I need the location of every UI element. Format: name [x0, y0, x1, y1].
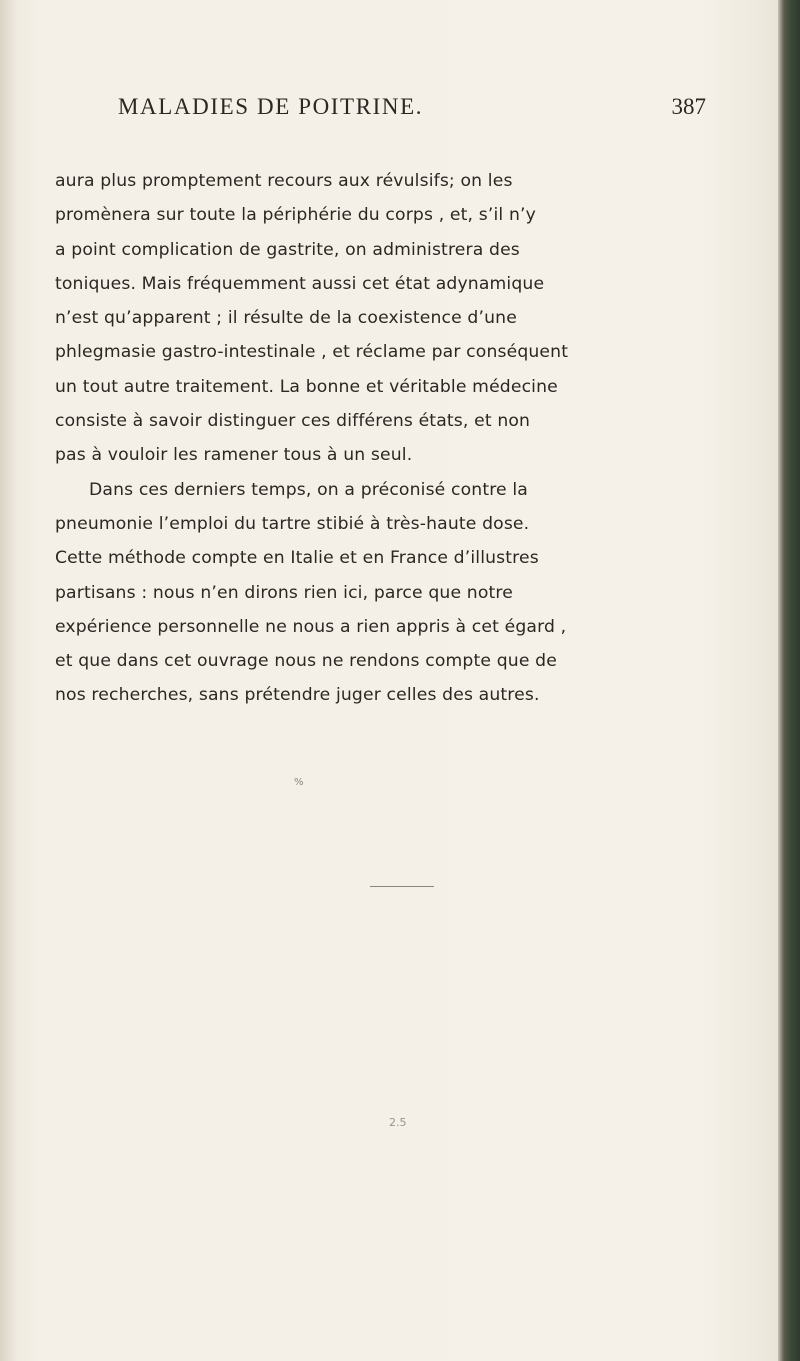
text-line: n’est qu’apparent ; il résulte de la coexistence d’une: [55, 308, 517, 329]
paragraph-start-line: Dans ces derniers temps, on a préconisé contre la: [89, 479, 528, 500]
text-line: et que dans cet ouvrage nous ne rendons compte que de: [55, 651, 557, 672]
stray-mark: %: [294, 777, 304, 788]
text-line: un tout autre traitement. La bonne et véritable médecine: [55, 376, 558, 397]
text-line: toniques. Mais fréquemment aussi cet état adynamique: [55, 273, 545, 294]
text-line: aura plus promptement recours aux révulsifs; on les: [55, 171, 513, 191]
text-line: pneumonie l’emploi du tartre stibié à très-haute dose.: [55, 513, 530, 534]
page-left-edge: [0, 0, 16, 1361]
text-line: pas à vouloir les ramener tous à un seul.: [55, 445, 413, 466]
text-line: partisans : nous n’en dirons rien ici, parce que notre: [55, 582, 513, 603]
body-text: [55, 164, 735, 713]
page-number: 387: [671, 94, 706, 119]
page-header: [118, 94, 718, 130]
running-head: MALADIES DE POITRINE.: [118, 94, 424, 119]
text-line: expérience personnelle ne nous a rien appris à cet égard ,: [55, 616, 567, 637]
signature-mark: 2.5: [389, 1116, 407, 1129]
text-line: nos recherches, sans prétendre juger celles des autres.: [55, 685, 540, 706]
section-rule: [370, 886, 434, 887]
text-line: promènera sur toute la périphérie du corps , et, s’il n’y: [55, 205, 536, 226]
text-line: a point complication de gastrite, on administrera des: [55, 239, 520, 260]
text-line: Cette méthode compte en Italie et en France d’illustres: [55, 548, 539, 569]
text-line: phlegmasie gastro-intestinale , et réclame par conséquent: [55, 342, 569, 363]
page-binding-edge: [778, 0, 800, 1361]
text-line: consiste à savoir distinguer ces différens états, et non: [55, 411, 531, 432]
